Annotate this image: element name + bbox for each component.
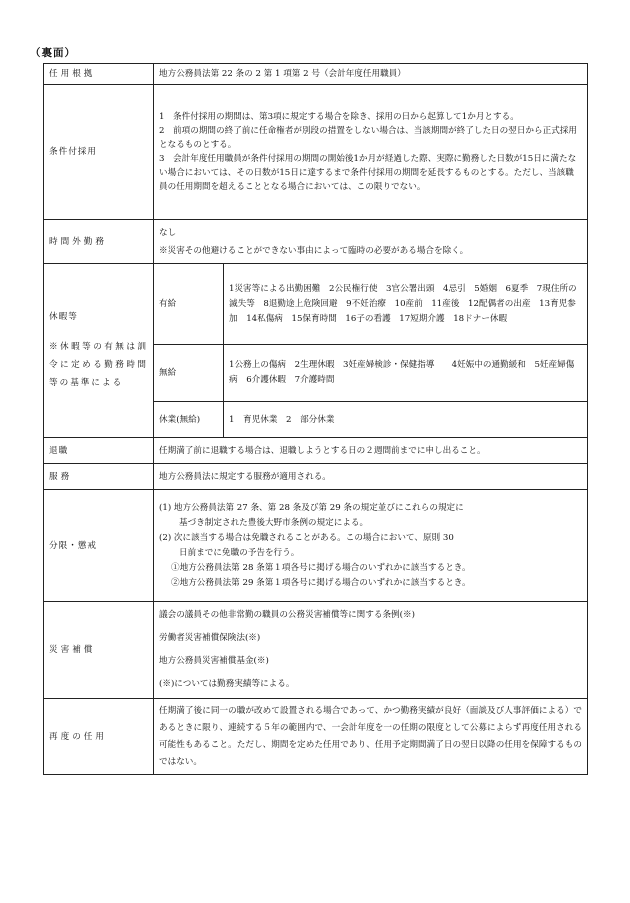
label-unpaid: 無給 [154,345,224,402]
row-overtime [44,220,588,264]
row-service [44,464,588,490]
text-unpaid: 1公務上の傷病 2生理休暇 3妊産婦検診・保健指導 4妊娠中の通勤緩和 5妊産婦傷病 6介護休暇 7介護時間 [224,345,588,402]
discipline-line-5: ①地方公務員法第 28 条第１項各号に掲げる場合のいずれかに該当するとき。 [171,562,471,573]
text-resign: 任期満了前に退職する場合は、退職しようとする日の２週間前までに申し出ること。 [154,438,588,464]
label-leave [44,264,154,438]
leave-title: 休暇等 [49,311,78,322]
row-leave-paid [44,264,588,345]
probation-item-2: 2 前項の期間の終了前に任命権者が別段の措置をしない場合は、当該期間が終了した日の翌日から正式採用となるものとする。 [159,126,577,150]
label-service: 服務 [44,464,154,490]
probation-item-3: 3 会計年度任用職員が条件付採用の期間の開始後1か月が経過した際、実際に勤務した日数が15日に満たない場合においては、その日数が15日に達するまで条件付採用の期間を延長するものとする。ただし、当該職員の任用期間を超えることとなる場合においては、この限りでない。 [159,154,577,192]
row-reappoint [44,699,588,775]
row-discipline [44,490,588,602]
text-discipline [154,490,588,602]
text-paid: 1災害等による出勤困難 2公民権行使 3官公署出頭 4忌引 5婚姻 6夏季 7現住所の滅失等 8退勤途上危険回避 9不妊治療 10産前 11産後 12配偶者の出産 13育児参加 14私傷病 15保育時間 16子の看護 17短期介護 18ドナー休暇 [224,264,588,345]
text-basis: 地方公務員法第 22 条の 2 第 1 項第 2 号（会計年度任用職員） [154,64,588,85]
text-overtime [154,220,588,264]
discipline-line-3: (2) 次に該当する場合は免職されることがある。この場合において、原則 30 [159,532,454,543]
compensation-line-2: 労働者災害補償保険法(※) [159,633,261,643]
compensation-line-4: (※)については勤務実績等による。 [159,679,295,689]
text-service: 地方公務員法に規定する服務が適用される。 [154,464,588,490]
overtime-line-1: なし [159,227,177,238]
label-overtime: 時間外勤務 [44,220,154,264]
label-discipline: 分限・懲戒 [44,490,154,602]
label-absence: 休業(無給) [154,402,224,438]
row-basis [44,64,588,85]
page-heading: （裏面） [30,47,76,59]
compensation-line-1: 議会の議員その他非常勤の職員の公務災害補償等に関する条例(※) [159,610,415,620]
row-compensation [44,602,588,699]
leave-note: ※休暇等の有無は訓令に定める勤務時間等の基準による [49,341,148,388]
text-probation [154,85,588,220]
label-reappoint: 再度の任用 [44,699,154,775]
discipline-line-4: 日前までに免職の予告を行う。 [179,547,300,558]
row-probation [44,85,588,220]
label-paid: 有給 [154,264,224,345]
label-resign: 退職 [44,438,154,464]
compensation-line-3: 地方公務員災害補償基金(※) [159,656,269,666]
label-compensation: 災害補償 [44,602,154,699]
label-basis: 任用根拠 [44,64,154,85]
text-compensation [154,602,588,699]
probation-item-1: 1 条件付採用の期間は、第3項に規定する場合を除き、採用の日から起算して1か月とする。 [159,112,519,122]
discipline-line-6: ②地方公務員法第 29 条第１項各号に掲げる場合のいずれかに該当するとき。 [171,577,471,588]
row-resign [44,438,588,464]
text-absence: 1 育児休業 2 部分休業 [224,402,588,438]
text-reappoint: 任期満了後に同一の職が改めて設置される場合であって、かつ勤務実績が良好（面談及び人事評価による）であるときに限り、連続する５年の範囲内で、一会計年度を一の任期の限度として公募によらず再度任用される可能性もあること。ただし、期間を定めた任用であり、任用予定期間満了日の翌日以降の任用を保障するものではない。 [154,699,588,775]
overtime-line-2: ※災害その他避けることができない事由によって臨時の必要がある場合を除く。 [159,245,469,256]
label-probation: 条件付採用 [44,85,154,220]
discipline-line-2: 基づき制定された豊後大野市条例の規定による。 [179,517,369,528]
employment-terms-table [43,63,588,775]
discipline-line-1: (1) 地方公務員法第 27 条、第 28 条及び第 29 条の規定並びにこれらの規定に [159,502,464,513]
